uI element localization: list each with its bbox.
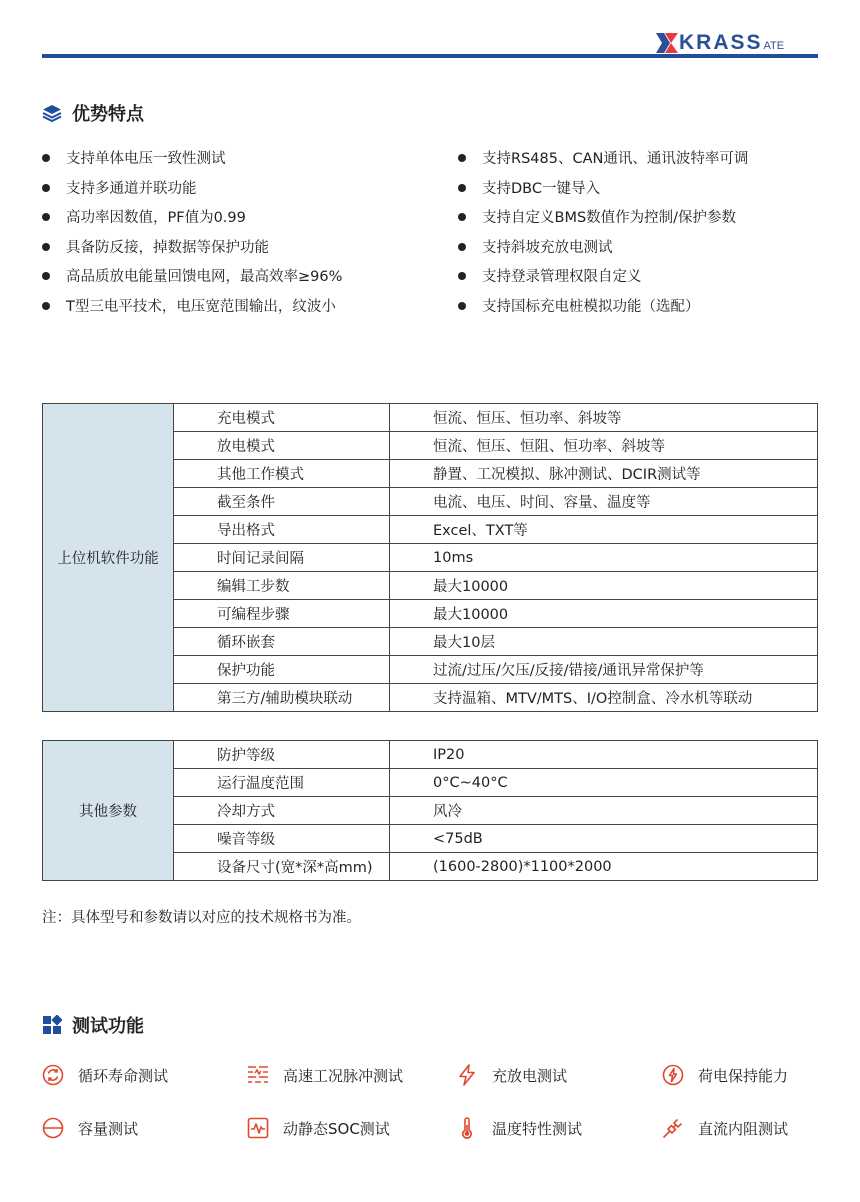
capacity-circle-icon bbox=[42, 1117, 64, 1139]
bullet-icon bbox=[42, 154, 50, 162]
spec-key: 噪音等级 bbox=[174, 825, 390, 853]
feature-item: 支持RS485、CAN通讯、通讯波特率可调 bbox=[458, 147, 748, 168]
brand-logo bbox=[656, 27, 784, 53]
feature-item: T型三电平技术，电压宽范围输出，纹波小 bbox=[42, 295, 336, 316]
plug-icon bbox=[662, 1117, 684, 1139]
spec-key: 防护等级 bbox=[174, 741, 390, 769]
bullet-icon bbox=[42, 184, 50, 192]
spec-value: 风冷 bbox=[390, 797, 818, 825]
bullet-icon bbox=[458, 302, 466, 310]
layers-icon bbox=[42, 103, 62, 123]
test-function-item: 温度特性测试 bbox=[456, 1117, 582, 1139]
spec-value: 恒流、恒压、恒阻、恒功率、斜坡等 bbox=[390, 432, 818, 460]
bullet-icon bbox=[42, 302, 50, 310]
spec-value: 10ms bbox=[390, 544, 818, 572]
bullet-icon bbox=[458, 272, 466, 280]
spec-value: 最大10000 bbox=[390, 600, 818, 628]
spec-value: 静置、工况模拟、脉冲测试、DCIR测试等 bbox=[390, 460, 818, 488]
spec-value: 0°C~40°C bbox=[390, 769, 818, 797]
test-function-item: 直流内阻测试 bbox=[662, 1117, 788, 1139]
feature-item: 支持自定义BMS数值作为控制/保护参数 bbox=[458, 206, 736, 227]
thermometer-icon bbox=[456, 1117, 478, 1139]
software-spec-table bbox=[42, 403, 818, 712]
spec-key: 第三方/辅助模块联动 bbox=[174, 684, 390, 712]
feature-item: 支持登录管理权限自定义 bbox=[458, 265, 642, 286]
bullet-icon bbox=[42, 272, 50, 280]
table-group-label: 其他参数 bbox=[43, 741, 174, 881]
bullet-icon bbox=[458, 213, 466, 221]
waveform-icon bbox=[247, 1117, 269, 1139]
spec-key: 可编程步骤 bbox=[174, 600, 390, 628]
spec-key: 放电模式 bbox=[174, 432, 390, 460]
bullet-icon bbox=[42, 213, 50, 221]
feature-item: 支持斜坡充放电测试 bbox=[458, 236, 613, 257]
spec-value: 最大10000 bbox=[390, 572, 818, 600]
spec-key: 充电模式 bbox=[174, 404, 390, 432]
spec-key: 冷却方式 bbox=[174, 797, 390, 825]
test-function-item: 循环寿命测试 bbox=[42, 1064, 168, 1086]
other-params-table bbox=[42, 740, 818, 881]
table-row bbox=[43, 404, 818, 432]
test-function-item: 高速工况脉冲测试 bbox=[247, 1064, 403, 1086]
spec-key: 其他工作模式 bbox=[174, 460, 390, 488]
feature-item: 高功率因数值，PF值为0.99 bbox=[42, 206, 246, 227]
logo-mark-icon bbox=[656, 33, 678, 53]
feature-item: 具备防反接，掉数据等保护功能 bbox=[42, 236, 269, 257]
feature-item: 支持单体电压一致性测试 bbox=[42, 147, 226, 168]
cycle-icon bbox=[42, 1064, 64, 1086]
table-group-label: 上位机软件功能 bbox=[43, 404, 174, 712]
grid-blocks-icon bbox=[42, 1015, 62, 1035]
spec-value: 支持温箱、MTV/MTS、I/O控制盒、冷水机等联动 bbox=[390, 684, 818, 712]
spec-value: 电流、电压、时间、容量、温度等 bbox=[390, 488, 818, 516]
test-functions-heading bbox=[42, 1012, 144, 1038]
spec-key: 时间记录间隔 bbox=[174, 544, 390, 572]
pulse-lines-icon bbox=[247, 1064, 269, 1086]
spec-key: 保护功能 bbox=[174, 656, 390, 684]
test-function-item: 充放电测试 bbox=[456, 1064, 567, 1086]
bullet-icon bbox=[42, 243, 50, 251]
spec-value: 过流/过压/欠压/反接/错接/通讯异常保护等 bbox=[390, 656, 818, 684]
feature-item: 高品质放电能量回馈电网，最高效率≥96% bbox=[42, 265, 342, 286]
bullet-icon bbox=[458, 243, 466, 251]
test-function-item: 动静态SOC测试 bbox=[247, 1117, 390, 1139]
spec-key: 截至条件 bbox=[174, 488, 390, 516]
spec-key: 设备尺寸(宽*深*高mm) bbox=[174, 853, 390, 881]
spec-key: 编辑工步数 bbox=[174, 572, 390, 600]
spec-value: (1600-2800)*1100*2000 bbox=[390, 853, 818, 881]
feature-item: 支持国标充电桩模拟功能（选配） bbox=[458, 295, 700, 316]
test-function-item: 容量测试 bbox=[42, 1117, 138, 1139]
spec-value: 最大10层 bbox=[390, 628, 818, 656]
test-functions-title: 测试功能 bbox=[72, 1016, 144, 1037]
feature-item: 支持DBC一键导入 bbox=[458, 177, 600, 198]
spec-value: 恒流、恒压、恒功率、斜坡等 bbox=[390, 404, 818, 432]
spec-key: 运行温度范围 bbox=[174, 769, 390, 797]
circle-lightning-icon bbox=[662, 1064, 684, 1086]
bullet-icon bbox=[458, 184, 466, 192]
brand-name: KRASS bbox=[679, 31, 763, 54]
spec-value: IP20 bbox=[390, 741, 818, 769]
advantages-heading bbox=[42, 100, 144, 126]
spec-key: 导出格式 bbox=[174, 516, 390, 544]
table-row bbox=[43, 741, 818, 769]
spec-value: Excel、TXT等 bbox=[390, 516, 818, 544]
advantages-title: 优势特点 bbox=[72, 104, 144, 125]
spec-key: 循环嵌套 bbox=[174, 628, 390, 656]
header-line bbox=[42, 54, 818, 58]
footnote: 注：具体型号和参数请以对应的技术规格书为准。 bbox=[42, 910, 361, 926]
lightning-icon bbox=[456, 1064, 478, 1086]
feature-item: 支持多通道并联功能 bbox=[42, 177, 197, 198]
bullet-icon bbox=[458, 154, 466, 162]
brand-suffix: ATE bbox=[763, 40, 785, 52]
test-function-item: 荷电保持能力 bbox=[662, 1064, 788, 1086]
spec-value: <75dB bbox=[390, 825, 818, 853]
